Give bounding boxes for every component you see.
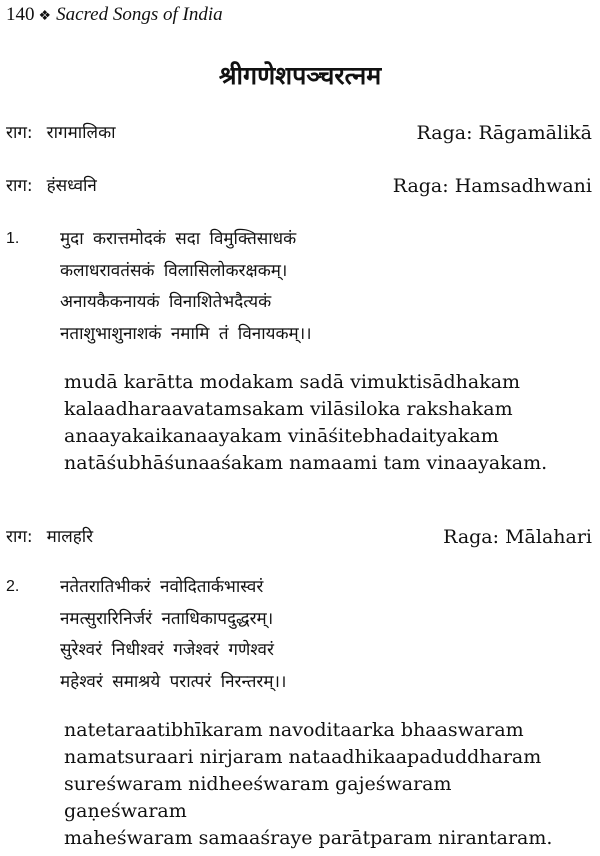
devanagari-line: महेश्वरं समाश्रये परात्परं निरन्तरम्।।: [60, 671, 287, 692]
transliteration-line: kalaadharaavatamsakam vilāsiloka rakshakam: [64, 398, 513, 420]
transliteration-line: natetaraatibhīkaram navoditaarka bhaaswaram: [64, 719, 524, 741]
page-number: 140: [6, 4, 35, 25]
raga-name-devanagari: रागमालिका: [46, 123, 116, 143]
raga-roman: Raga: Rāgamālikā: [416, 122, 592, 144]
transliteration-line: gaṇeśwaram: [64, 800, 187, 822]
page-title: श्रीगणेशपञ्चरत्नम: [218, 61, 382, 90]
running-head: [6, 4, 223, 28]
raga-row: [6, 524, 592, 550]
raga-row: [6, 120, 592, 146]
transliteration-line: namatsuraari nirjaram nataadhikaapaduddharam: [64, 746, 542, 768]
raga-devanagari: [6, 524, 93, 550]
transliteration-line: mudā karātta modakam sadā vimuktisādhakam: [64, 371, 521, 393]
raga-roman: Raga: Hamsadhwani: [392, 175, 592, 197]
raga-name-devanagari: हंसध्वनि: [46, 176, 97, 196]
transliteration-line: maheśwaram samaaśraye parātparam nirantaram.: [64, 827, 553, 849]
transliteration-1: [64, 369, 594, 477]
raga-label: राग:: [6, 123, 33, 143]
ornament-icon: ❖: [38, 9, 52, 24]
devanagari-verse: [60, 224, 312, 350]
devanagari-line: नमत्सुरारिनिर्जरं नताधिकापदुद्धरम्।: [60, 608, 274, 629]
raga-devanagari: [6, 173, 97, 199]
transliteration-line: natāśubhāśunaaśakam namaami tam vinaayakam.: [64, 452, 548, 474]
raga-devanagari: [6, 120, 116, 146]
raga-label: राग:: [6, 527, 33, 547]
raga-label: राग:: [6, 176, 33, 196]
raga-name-devanagari: मालहरि: [46, 527, 94, 547]
devanagari-line: अनायकैकनायकं विनाशितेभदैत्यकं: [60, 292, 272, 312]
devanagari-line: नतेतरातिभीकरं नवोदितार्कभास्वरं: [60, 577, 264, 597]
transliteration-2: [64, 717, 594, 852]
devanagari-line: सुरेश्वरं निधीश्वरं गजेश्वरं गणेश्वरं: [60, 640, 274, 660]
devanagari-line: नताशुभाशुनाशकं नमामि तं विनायकम्।।: [60, 323, 312, 344]
transliteration-line: anaayakaikanaayakam vināśitebhadaityakam: [64, 425, 499, 447]
raga-row: [6, 173, 592, 199]
raga-roman: Raga: Mālahari: [443, 526, 592, 548]
devanagari-verse: [60, 572, 286, 698]
verse-number: 2.: [6, 578, 20, 595]
verse-number: 1.: [6, 230, 20, 247]
devanagari-line: मुदा करात्तमोदकं सदा विमुक्तिसाधकं: [60, 229, 297, 249]
transliteration-line: sureśwaram nidheeśwaram gajeśwaram: [64, 773, 452, 795]
book-title: Sacred Songs of India: [56, 4, 223, 25]
devanagari-line: कलाधरावतंसकं विलासिलोकरक्षकम्।: [60, 260, 288, 281]
